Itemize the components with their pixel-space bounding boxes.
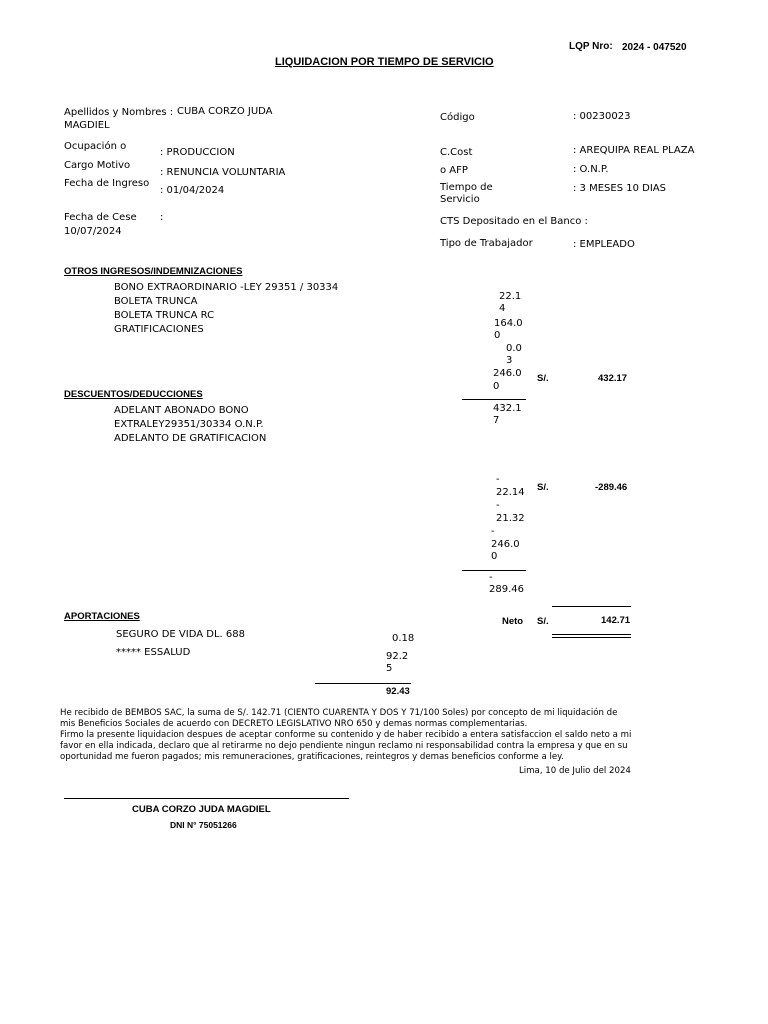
- aportacion-item: SEGURO DE VIDA DL. 688: [116, 629, 245, 640]
- descuento-amount: -: [491, 526, 495, 537]
- descuentos-heading: DESCUENTOS/DEDUCCIONES: [64, 389, 203, 400]
- ccost-label: C.Cost: [440, 147, 473, 158]
- ingreso-amount: 4: [499, 303, 506, 314]
- afp-value: : O.N.P.: [573, 164, 609, 175]
- declaration-line: mis Beneficios Sociales de acuerdo con DECRETO LEGISLATIVO NRO 650 y demas normas complementarias.: [60, 719, 528, 729]
- neto-label: Neto: [502, 616, 524, 627]
- aportacion-amount: 5: [386, 663, 393, 674]
- neto-currency: S/.: [537, 616, 549, 627]
- ingreso-amount: 3: [506, 355, 513, 366]
- declaration-line: He recibido de BEMBOS SAC, la suma de S/. 142.71 (CIENTO CUARENTA Y DOS Y 71/100 Soles) por concepto de mi liquidación de: [60, 708, 618, 718]
- descuentos-subtotal: 289.46: [489, 584, 524, 595]
- motivo-value: : RENUNCIA VOLUNTARIA: [160, 167, 286, 178]
- codigo-label: Código: [440, 112, 475, 123]
- ingresos-divider: [462, 399, 526, 400]
- cese-colon: :: [160, 212, 164, 223]
- ocupacion-label: Ocupación o: [64, 141, 127, 152]
- ingreso-item: GRATIFICACIONES: [114, 324, 204, 335]
- ingreso-item: BOLETA TRUNCA RC: [114, 310, 215, 321]
- ingreso-amount: 246.0: [493, 368, 522, 379]
- aportaciones-heading: APORTACIONES: [64, 611, 140, 622]
- aportacion-amount: 0.18: [392, 633, 415, 644]
- aportaciones-total: 92.43: [386, 686, 410, 697]
- signature-dni: DNI N° 75051266: [170, 820, 237, 830]
- cargo-label: Cargo Motivo: [64, 160, 131, 171]
- neto-top-rule: [552, 606, 631, 607]
- ingreso-item: BONO EXTRAORDINARIO -LEY 29351 / 30334: [114, 282, 339, 293]
- name-label: Apellidos y Nombres :: [64, 107, 174, 118]
- name-value-line2: MAGDIEL: [64, 120, 110, 131]
- name-value-line1: CUBA CORZO JUDA: [177, 106, 273, 117]
- ingreso-amount: 0: [493, 381, 500, 392]
- ocupacion-value: : PRODUCCION: [160, 147, 235, 158]
- descuento-item: ADELANT ABONADO BONO: [114, 405, 249, 416]
- neto-double-rule-1: [552, 634, 631, 635]
- descuentos-total: -289.46: [595, 482, 628, 493]
- signature-line: [64, 798, 349, 799]
- tiempo-value: : 3 MESES 10 DIAS: [573, 183, 666, 194]
- tiempo-label-2: Servicio: [440, 194, 480, 205]
- ingresos-currency: S/.: [537, 373, 549, 384]
- cese-value: 10/07/2024: [64, 226, 122, 237]
- descuento-amount: 22.14: [496, 487, 525, 498]
- lqp-number: 2024 - 047520: [622, 42, 687, 53]
- aportacion-item: ***** ESSALUD: [116, 647, 191, 658]
- page-title: LIQUIDACION POR TIEMPO DE SERVICIO: [275, 56, 494, 68]
- neto-value: 142.71: [601, 615, 631, 626]
- place-date: Lima, 10 de Julio del 2024: [519, 766, 631, 776]
- ingreso-value: : 01/04/2024: [160, 185, 225, 196]
- descuento-amount: 21.32: [496, 513, 525, 524]
- afp-label: o AFP: [440, 165, 468, 176]
- ingresos-subtotal: 7: [493, 415, 500, 426]
- descuento-amount: -: [496, 474, 500, 485]
- ingreso-item: BOLETA TRUNCA: [114, 296, 198, 307]
- codigo-value: : 00230023: [573, 111, 631, 122]
- descuentos-subtotal: -: [489, 572, 493, 583]
- descuento-item: EXTRALEY29351/30334 O.N.P.: [114, 419, 264, 430]
- ingreso-amount: 22.1: [499, 291, 522, 302]
- signature-name: CUBA CORZO JUDA MAGDIEL: [132, 804, 271, 815]
- lqp-label: LQP Nro:: [569, 41, 613, 52]
- aportacion-amount: 92.2: [386, 651, 409, 662]
- declaration-line: oportunidad me fueron pagados; mis remuneraciones, gratificaciones, reintegros y demas beneficios conforme a ley.: [60, 752, 564, 762]
- aportaciones-divider: [315, 683, 411, 684]
- descuento-item: ADELANTO DE GRATIFICACION: [114, 433, 267, 444]
- tipo-value: : EMPLEADO: [573, 239, 635, 250]
- ccost-value: : AREQUIPA REAL PLAZA: [573, 145, 695, 156]
- ingresos-heading: OTROS INGRESOS/INDEMNIZACIONES: [64, 266, 243, 277]
- tiempo-label-1: Tiempo de: [440, 182, 493, 193]
- ingreso-amount: 164.0: [494, 318, 523, 329]
- ingresos-total: 432.17: [598, 373, 628, 384]
- ingreso-label: Fecha de Ingreso: [64, 178, 150, 189]
- neto-double-rule-2: [552, 637, 631, 638]
- declaration-line: favor en ella indicada, declaro que al retirarme no dejo pendiente ningun reclamo ni responsabilidad contra la empresa y que en su: [60, 741, 628, 751]
- tipo-label: Tipo de Trabajador: [440, 238, 533, 249]
- ingreso-amount: 0.0: [506, 343, 522, 354]
- descuentos-divider: [462, 570, 526, 571]
- ingresos-subtotal: 432.1: [493, 403, 522, 414]
- declaration-line: Firmo la presente liquidacion despues de aceptar conforme su contenido y de haber recibido a entera satisfaccion el saldo neto a mi: [60, 730, 632, 740]
- cts-label: CTS Depositado en el Banco :: [440, 216, 588, 227]
- cese-label: Fecha de Cese: [64, 212, 137, 223]
- descuento-amount: -: [496, 500, 500, 511]
- ingreso-amount: 0: [494, 330, 501, 341]
- descuento-amount: 0: [491, 551, 498, 562]
- descuento-amount: 246.0: [491, 539, 520, 550]
- descuentos-currency: S/.: [537, 482, 549, 493]
